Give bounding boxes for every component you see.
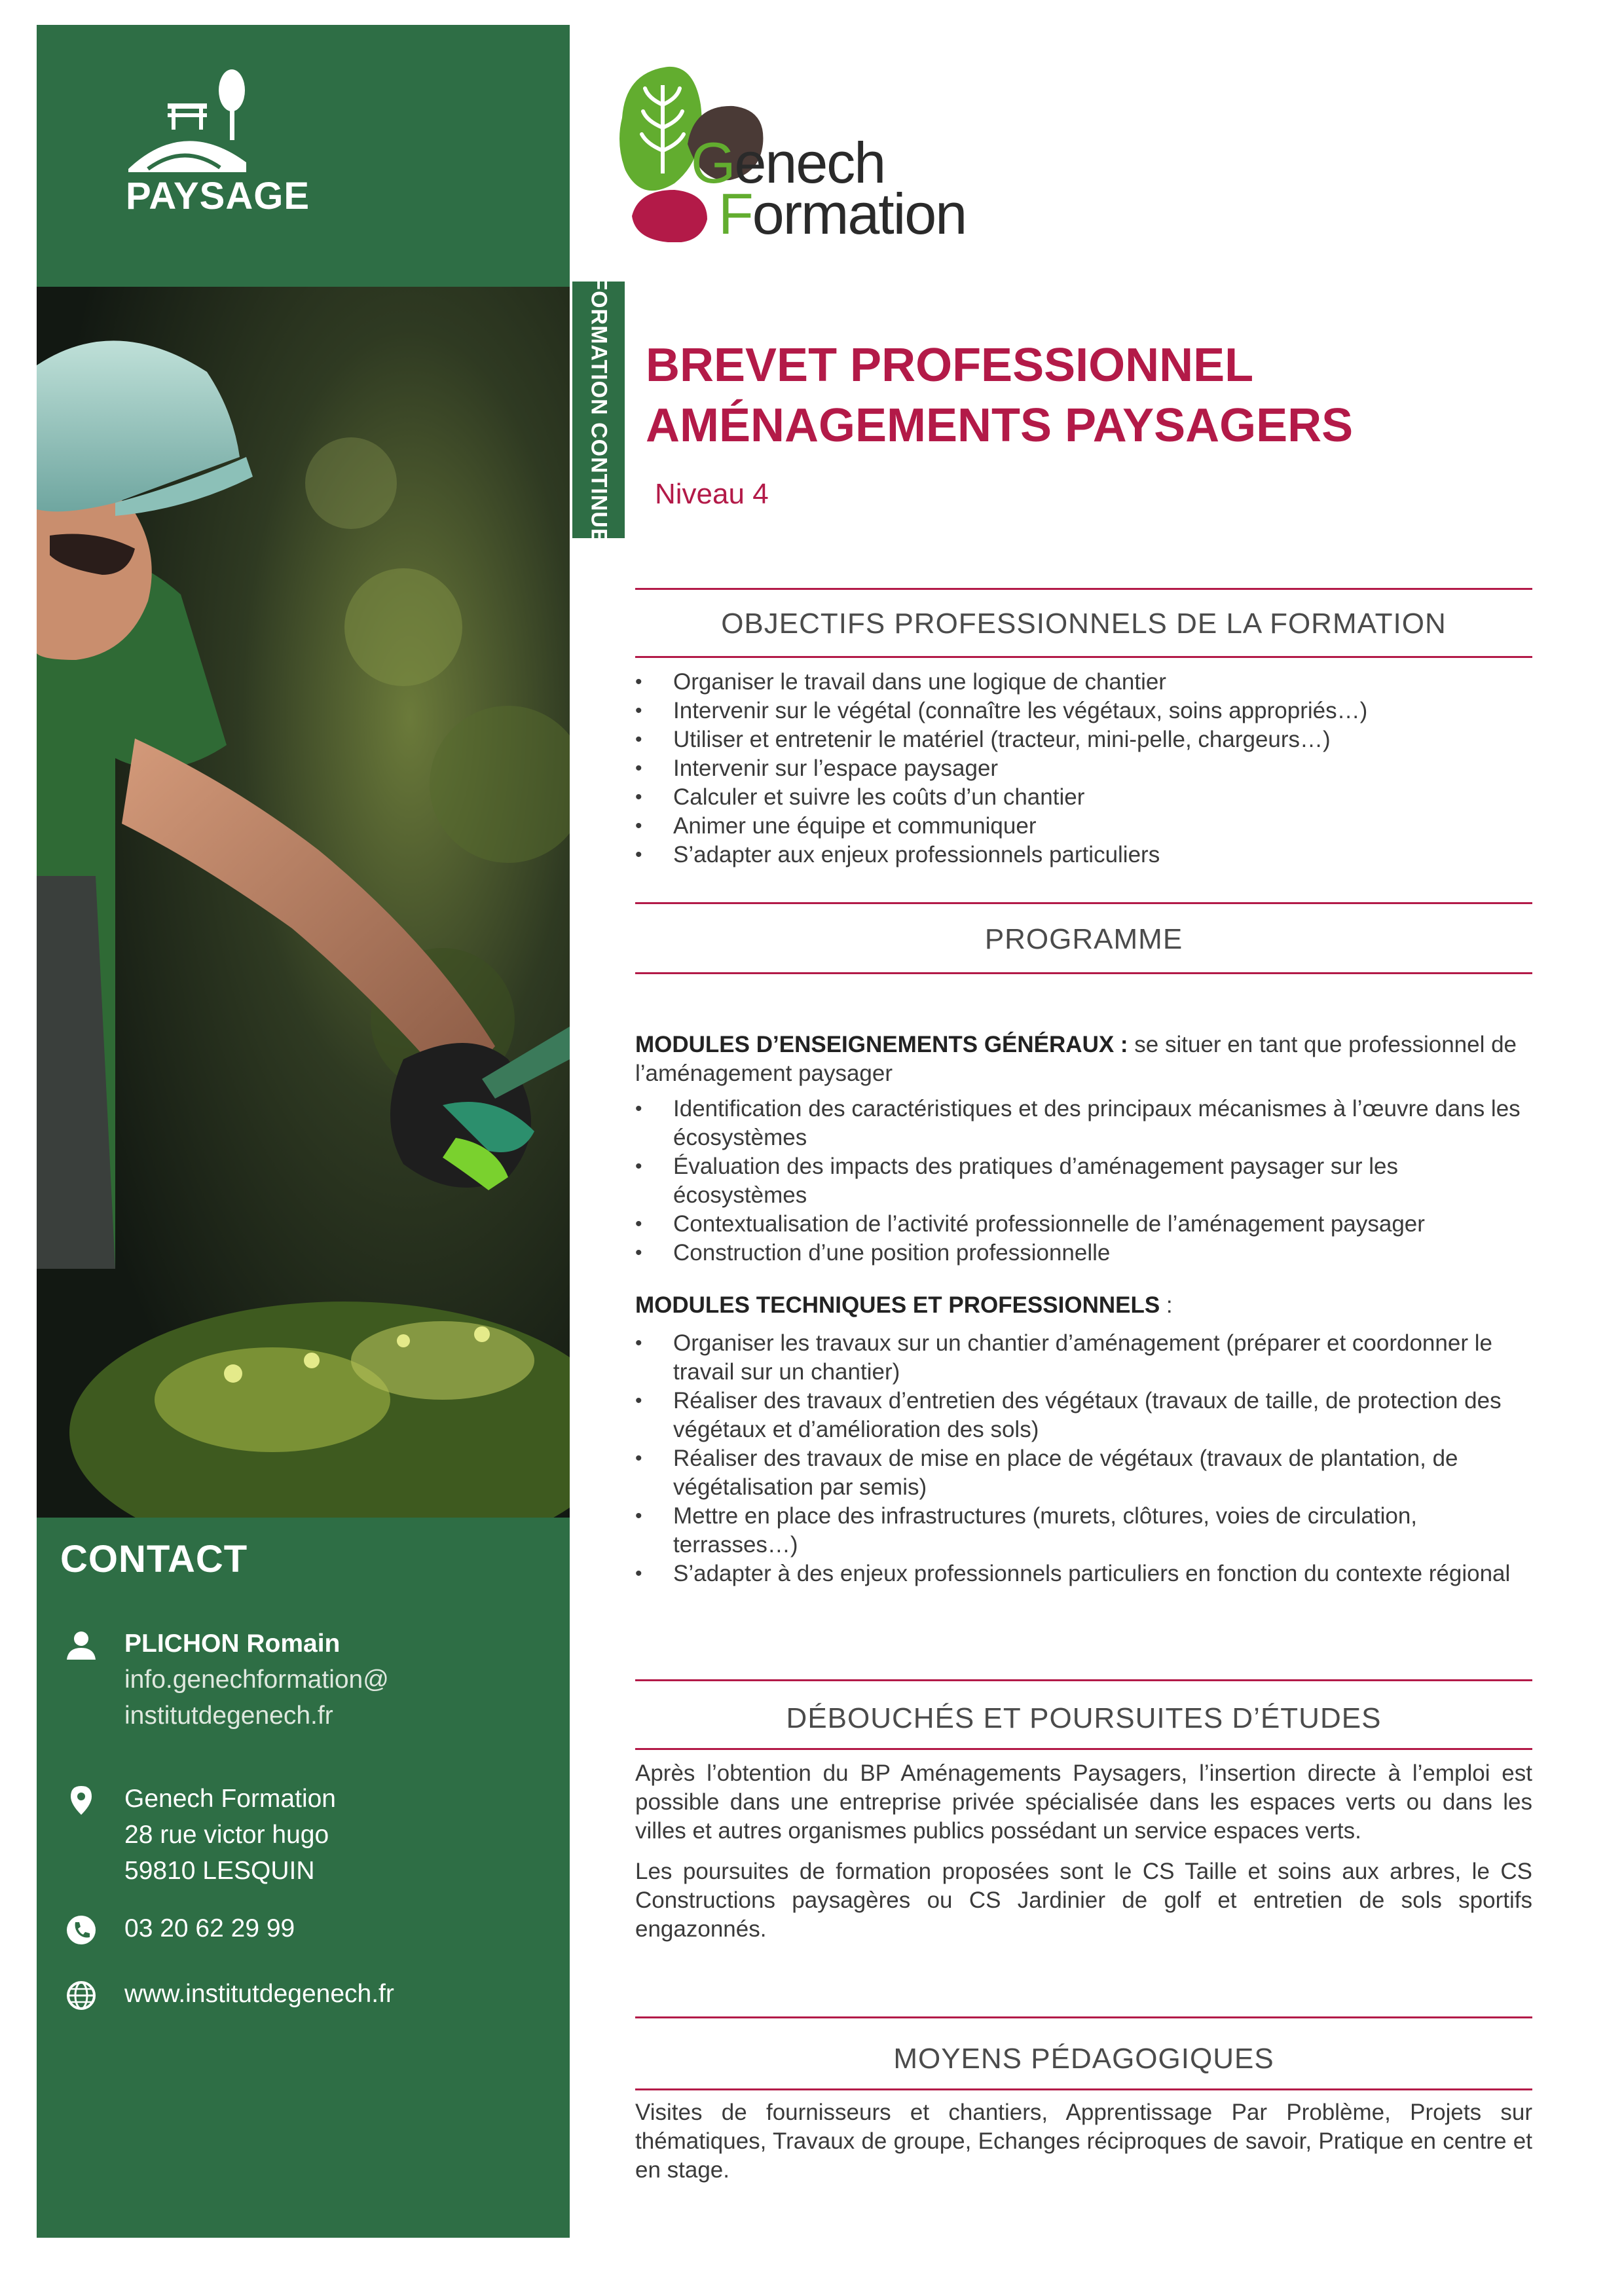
logo-wordmark	[691, 130, 1044, 246]
logo-line2-rest: ormation	[752, 181, 967, 246]
location-pin-icon	[65, 1785, 97, 1816]
objectifs-list	[635, 668, 1532, 869]
list-item: • S’adapter à des enjeux professionnels particuliers en fonction du contexte régional	[635, 1559, 1532, 1588]
divider	[635, 2088, 1532, 2090]
module-general-title	[635, 1030, 1532, 1088]
divider	[635, 2016, 1532, 2018]
phone-number[interactable]: 03 20 62 29 99	[124, 1914, 295, 1942]
list-item: • Construction d’une position professionnelle	[635, 1239, 1532, 1267]
module-technique-label: MODULES TECHNIQUES ET PROFESSIONNELS	[635, 1292, 1160, 1318]
module-technique-desc: :	[1160, 1292, 1173, 1318]
list-item: • Identification des caractéristiques et des principaux mécanismes à l’œuvre dans les écosystèmes	[635, 1095, 1532, 1152]
debouches-paragraph-1: Après l’obtention du BP Aménagements Paysagers, l’insertion directe à l’emploi est possible dans une entreprise privée spécialisée dans les espaces verts ou dans les villes et autres organismes publics possédant un service espaces verts.	[635, 1760, 1532, 1844]
contact-email-line1[interactable]: info.genechformation@	[124, 1666, 389, 1694]
module-general-list	[635, 1095, 1532, 1267]
divider	[635, 656, 1532, 658]
website-link[interactable]: www.institutdegenech.fr	[124, 1980, 394, 2008]
formation-continue-tab	[572, 276, 625, 544]
list-item: • Organiser les travaux sur un chantier d’aménagement (préparer et coordonner le travail sur un chantier)	[635, 1329, 1532, 1387]
list-item: • S’adapter aux enjeux professionnels particuliers	[635, 841, 1532, 869]
list-item: • Mettre en place des infrastructures (murets, clôtures, voies de circulation, terrasses…)	[635, 1502, 1532, 1559]
address-line3: 59810 LESQUIN	[124, 1857, 315, 1885]
list-item: • Utiliser et entretenir le matériel (tracteur, mini-pelle, chargeurs…)	[635, 725, 1532, 754]
contact-name: PLICHON Romain	[124, 1630, 341, 1658]
contact-email-line2[interactable]: institutdegenech.fr	[124, 1702, 333, 1730]
debouches-paragraph-2: Les poursuites de formation proposées sont le CS Taille et soins aux arbres, le CS Constructions paysagères ou CS Jardinier de golf et entretien de sols sportifs engazonnés.	[635, 1859, 1532, 1942]
formation-continue-label: FORMATION CONTINUE	[586, 276, 612, 544]
logo-line1-rest: enech	[734, 130, 885, 195]
section-heading-moyens: MOYENS PÉDAGOGIQUES	[893, 2043, 1274, 2075]
module-general-label: MODULES D’ENSEIGNEMENTS GÉNÉRAUX :	[635, 1032, 1128, 1057]
list-item: • Organiser le travail dans une logique de chantier	[635, 668, 1532, 697]
list-item: • Réaliser des travaux d’entretien des végétaux (travaux de taille, de protection des végétaux et d’amélioration des sols)	[635, 1387, 1532, 1444]
module-general-desc: se situer en tant que professionnel de l’aménagement paysager	[635, 1032, 1517, 1086]
logo-initial-g: G	[691, 130, 735, 195]
logo-initial-f: F	[718, 181, 752, 246]
divider	[635, 902, 1532, 904]
module-technique-list	[635, 1329, 1532, 1588]
page-title	[646, 335, 1562, 456]
title-line2: AMÉNAGEMENTS PAYSAGERS	[646, 399, 1354, 452]
phone-icon	[65, 1914, 97, 1946]
section-heading-programme: PROGRAMME	[984, 923, 1183, 955]
address-line1: Genech Formation	[124, 1785, 336, 1813]
section-heading-objectifs: OBJECTIFS PROFESSIONNELS DE LA FORMATION	[721, 608, 1447, 640]
divider	[635, 1679, 1532, 1681]
contact-title: CONTACT	[60, 1538, 248, 1580]
moyens-paragraph: Visites de fournisseurs et chantiers, Apprentissage Par Problème, Projets sur thématiques, Travaux de groupe, Echanges réciproques de savoir, Pratique en centre et en stage.	[635, 2100, 1532, 2183]
list-item: • Intervenir sur le végétal (connaître les végétaux, soins appropriés…)	[635, 697, 1532, 725]
sector-label: PAYSAGE	[126, 175, 310, 217]
list-item: • Réaliser des travaux de mise en place de végétaux (travaux de plantation, de végétalisation par semis)	[635, 1444, 1532, 1502]
list-item: • Contextualisation de l’activité professionnelle de l’aménagement paysager	[635, 1210, 1532, 1239]
globe-icon	[65, 1980, 97, 2011]
list-item: • Évaluation des impacts des pratiques d’aménagement paysager sur les écosystèmes	[635, 1152, 1532, 1210]
module-technique-title	[635, 1291, 1532, 1320]
list-item: • Calculer et suivre les coûts d’un chantier	[635, 783, 1532, 812]
divider	[635, 972, 1532, 974]
gardener-photo	[37, 287, 570, 1518]
divider	[635, 1748, 1532, 1750]
person-icon	[65, 1630, 97, 1661]
list-item: • Intervenir sur l’espace paysager	[635, 754, 1532, 783]
title-line1: BREVET PROFESSIONNEL	[646, 339, 1254, 392]
divider	[635, 588, 1532, 590]
list-item: • Animer une équipe et communiquer	[635, 812, 1532, 841]
section-heading-debouches: DÉBOUCHÉS ET POURSUITES D’ÉTUDES	[786, 1702, 1382, 1734]
sidebar	[37, 25, 570, 2238]
address-line2: 28 rue victor hugo	[124, 1821, 329, 1849]
level-label: Niveau 4	[655, 478, 769, 510]
